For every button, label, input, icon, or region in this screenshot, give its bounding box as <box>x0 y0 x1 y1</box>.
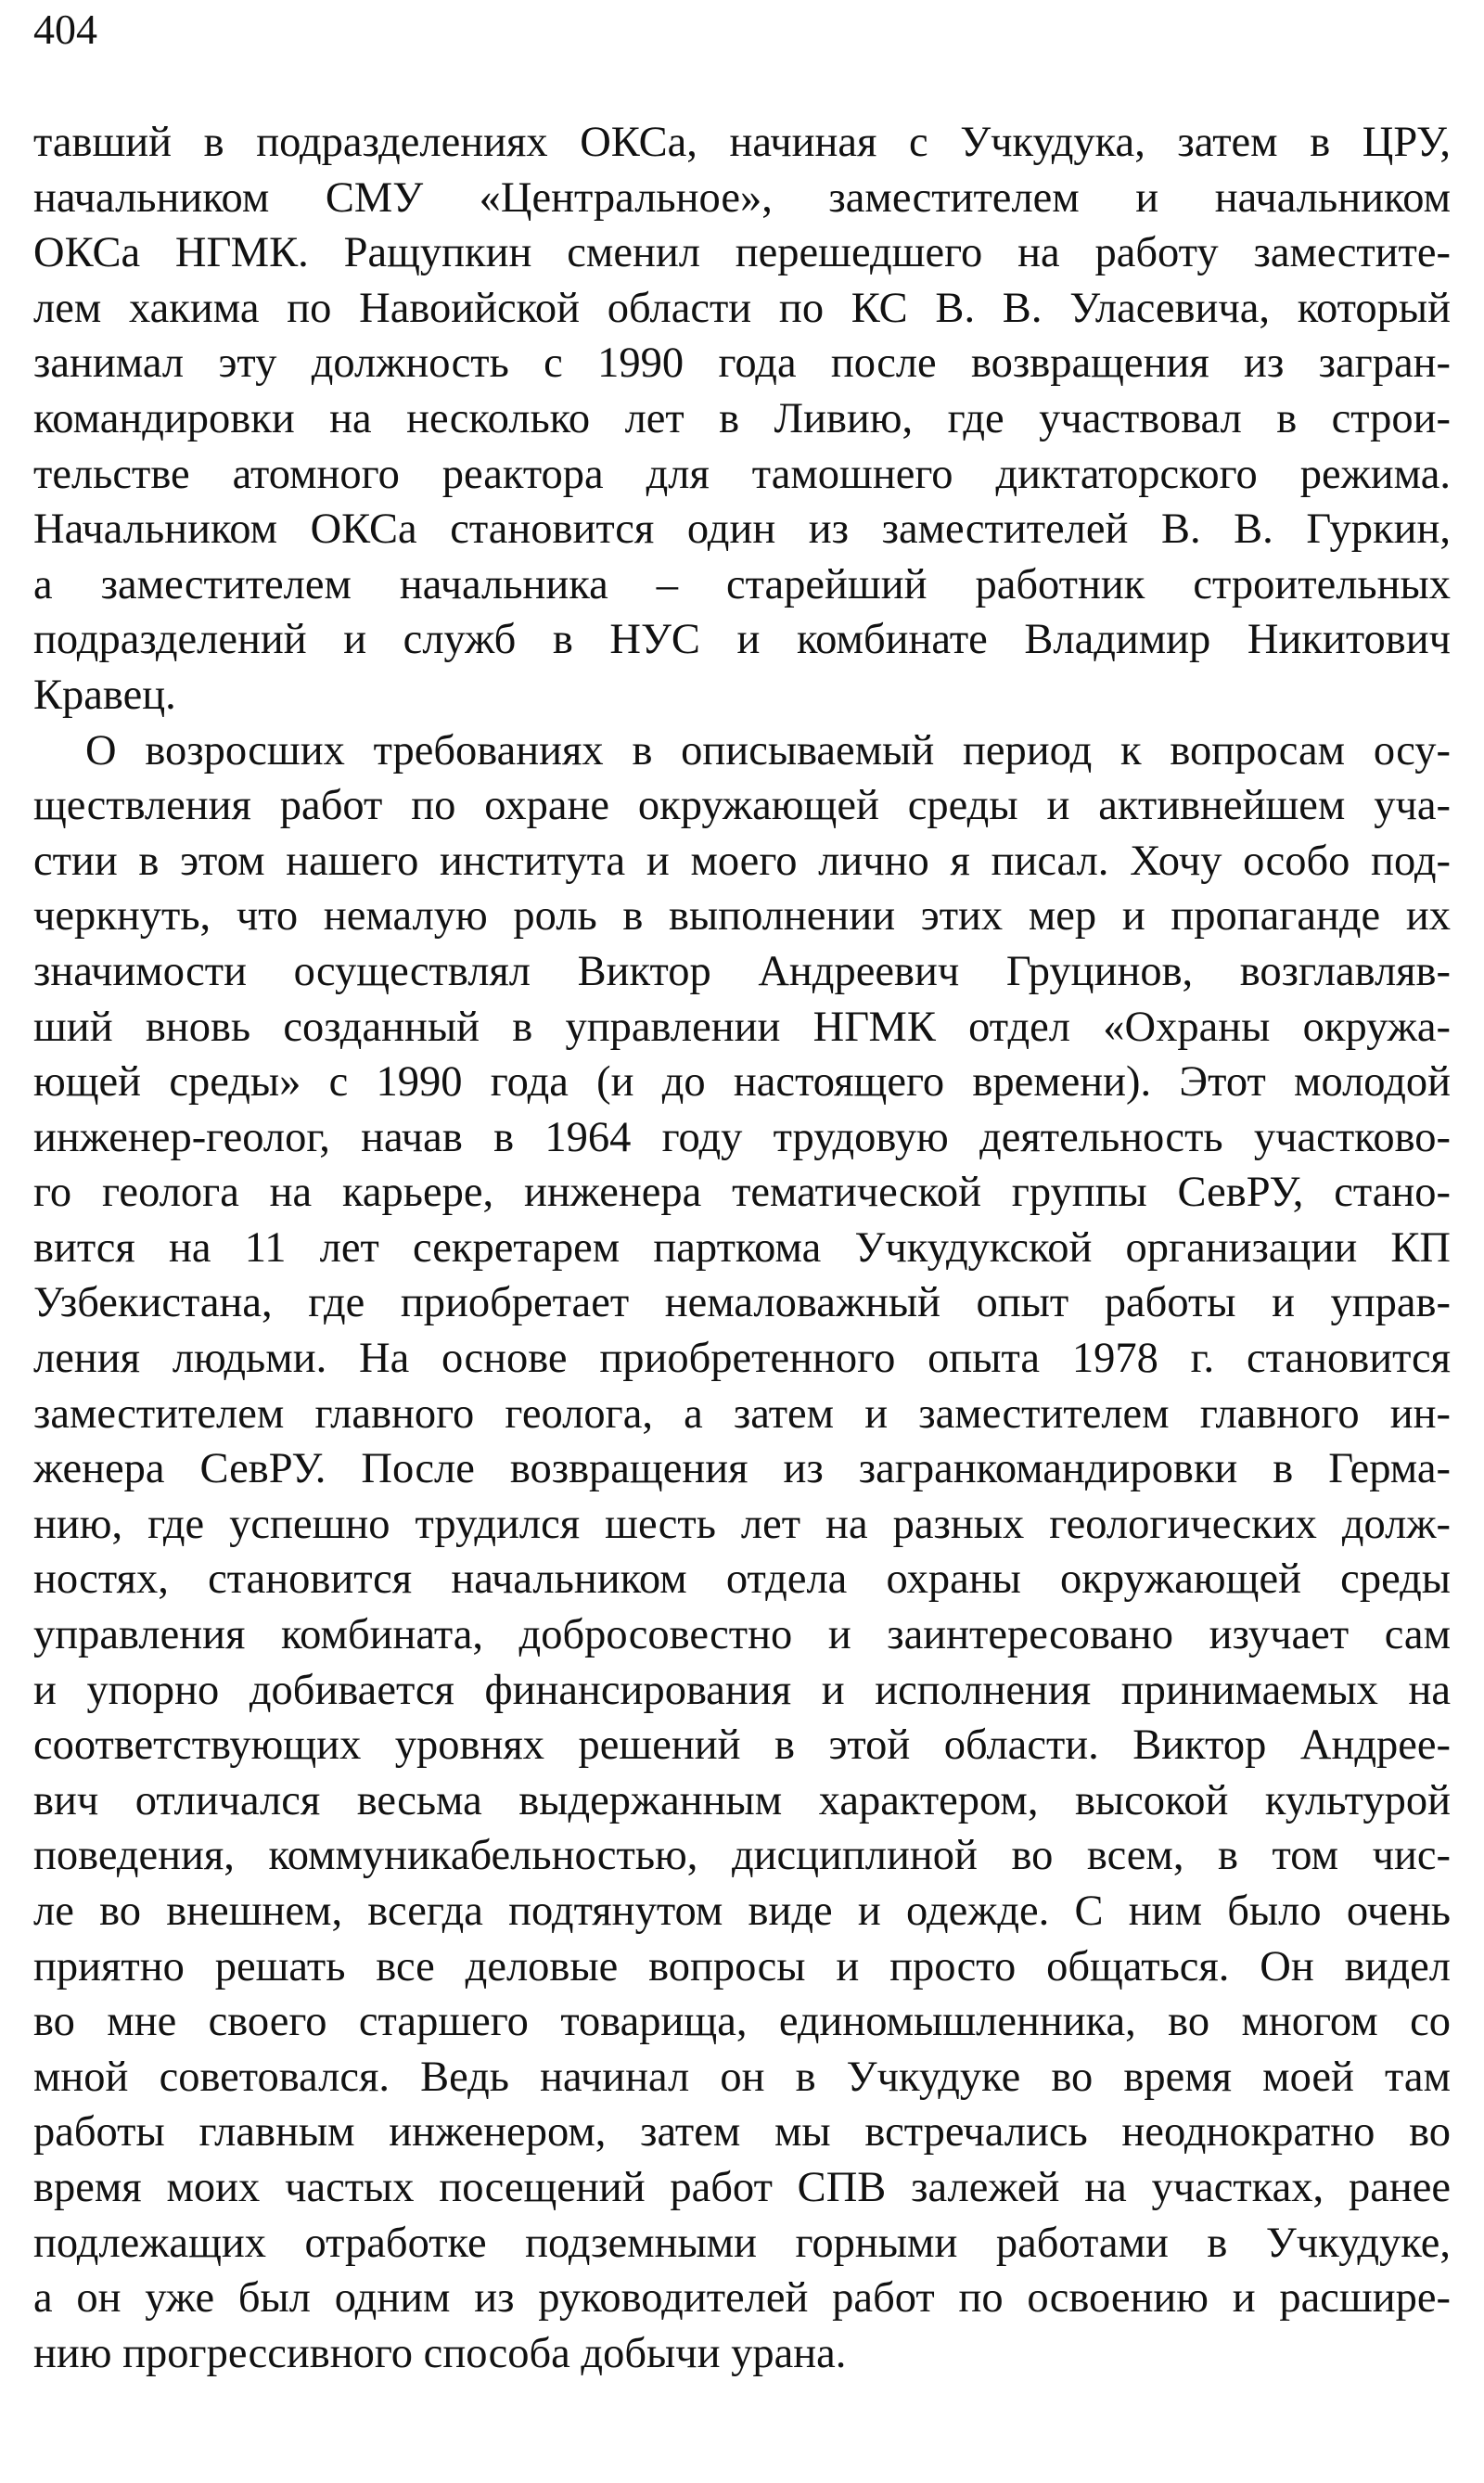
text-line: значимости осуществлял Виктор Андреевич Груцинов, возглавляв- <box>33 947 1451 995</box>
text-line: работы главным инженером, затем мы встречались неоднократно во <box>33 2108 1451 2157</box>
text-line: тельстве атомного реактора для тамошнего диктаторского режима. <box>33 450 1451 498</box>
paragraph-1 <box>33 115 1451 723</box>
text-line: тавший в подразделениях ОКСа, начиная с Учкудука, затем в ЦРУ, <box>33 119 1451 166</box>
text-line: ления людьми. На основе приобретенного опыта 1978 г. становится <box>33 1335 1451 1383</box>
text-line: ществления работ по охране окружающей среды и активнейшем уча- <box>33 782 1451 830</box>
paragraph-2 <box>33 723 1451 2382</box>
text-line: ший вновь созданный в управлении НГМК отдел «Охраны окружа- <box>33 1003 1451 1051</box>
text-line: и упорно добивается финансирования и исполнения принимаемых на <box>33 1666 1451 1714</box>
text-line: нию, где успешно трудился шесть лет на разных геологических долж- <box>33 1500 1451 1548</box>
text-line: командировки на несколько лет в Ливию, где участвовал в строи- <box>33 394 1451 442</box>
text-line: вич отличался весьма выдержанным характером, высокой культурой <box>33 1776 1451 1824</box>
text-line: а он уже был одним из руководителей работ по освоению и расшире- <box>33 2274 1451 2323</box>
text-line: инженер-геолог, начав в 1964 году трудовую деятельность участково- <box>33 1113 1451 1161</box>
text-line: лем хакима по Навоийской области по КС В. В. Уласевича, который <box>33 284 1451 332</box>
text-line: занимал эту должность с 1990 года после возвращения из загран- <box>33 339 1451 388</box>
text-line: поведения, коммуникабельностью, дисциплиной во всем, в том чис- <box>33 1832 1451 1880</box>
text-line: О возросших требованиях в описываемый период к вопросам осу- <box>85 726 1451 774</box>
text-line: управления комбината, добросовестно и заинтересовано изучает сам <box>33 1611 1451 1659</box>
text-line: ющей среды» с 1990 года (и до настоящего времени). Этот молодой <box>33 1058 1451 1107</box>
text-line: приятно решать все деловые вопросы и просто общаться. Он видел <box>33 1942 1451 1990</box>
text-line: черкнуть, что немалую роль в выполнении этих мер и пропаганде их <box>33 892 1451 941</box>
text-line: женера СевРУ. После возвращения из загранкомандировки в Герма- <box>33 1445 1451 1493</box>
text-line: мной советовался. Ведь начинал он в Учкудуке во время моей там <box>33 2053 1451 2101</box>
text-line: заместителем главного геолога, а затем и заместителем главного ин- <box>33 1389 1451 1438</box>
text-line: начальником СМУ «Центральное», заместителем и начальником <box>33 173 1451 222</box>
text-line: во мне своего старшего товарища, единомышленника, во многом со <box>33 1998 1451 2046</box>
text-line: го геолога на карьере, инженера тематической группы СевРУ, стано- <box>33 1169 1451 1217</box>
text-line: Начальником ОКСа становится один из заместителей В. В. Гуркин, <box>33 506 1451 554</box>
text-line: Кравец. <box>33 671 176 719</box>
text-line: ле во внешнем, всегда подтянутом виде и одежде. С ним было очень <box>33 1888 1451 1935</box>
text-line: ностях, становится начальником отдела охраны окружающей среды <box>33 1555 1451 1604</box>
text-line: вится на 11 лет секретарем парткома Учкудукской организации КП <box>33 1223 1451 1272</box>
text-line: нию прогрессивного способа добычи урана. <box>33 2329 847 2377</box>
page-number: 404 <box>33 6 97 53</box>
text-line: время моих частых посещений работ СПВ залежей на участках, ранее <box>33 2163 1451 2211</box>
body-text <box>33 115 1451 2381</box>
text-line: ОКСа НГМК. Ращупкин сменил перешедшего на работу заместите- <box>33 229 1451 277</box>
text-line: Узбекистана, где приобретает немаловажный опыт работы и управ- <box>33 1279 1451 1327</box>
text-line: подразделений и служб в НУС и комбинате Владимир Никитович <box>33 616 1451 664</box>
text-line: соответствующих уровнях решений в этой области. Виктор Андрее- <box>33 1721 1451 1770</box>
text-line: подлежащих отработке подземными горными работами в Учкудуке, <box>33 2219 1451 2267</box>
text-line: а заместителем начальника – старейший работник строительных <box>33 560 1451 608</box>
text-line: стии в этом нашего института и моего лично я писал. Хочу особо под- <box>33 837 1451 885</box>
